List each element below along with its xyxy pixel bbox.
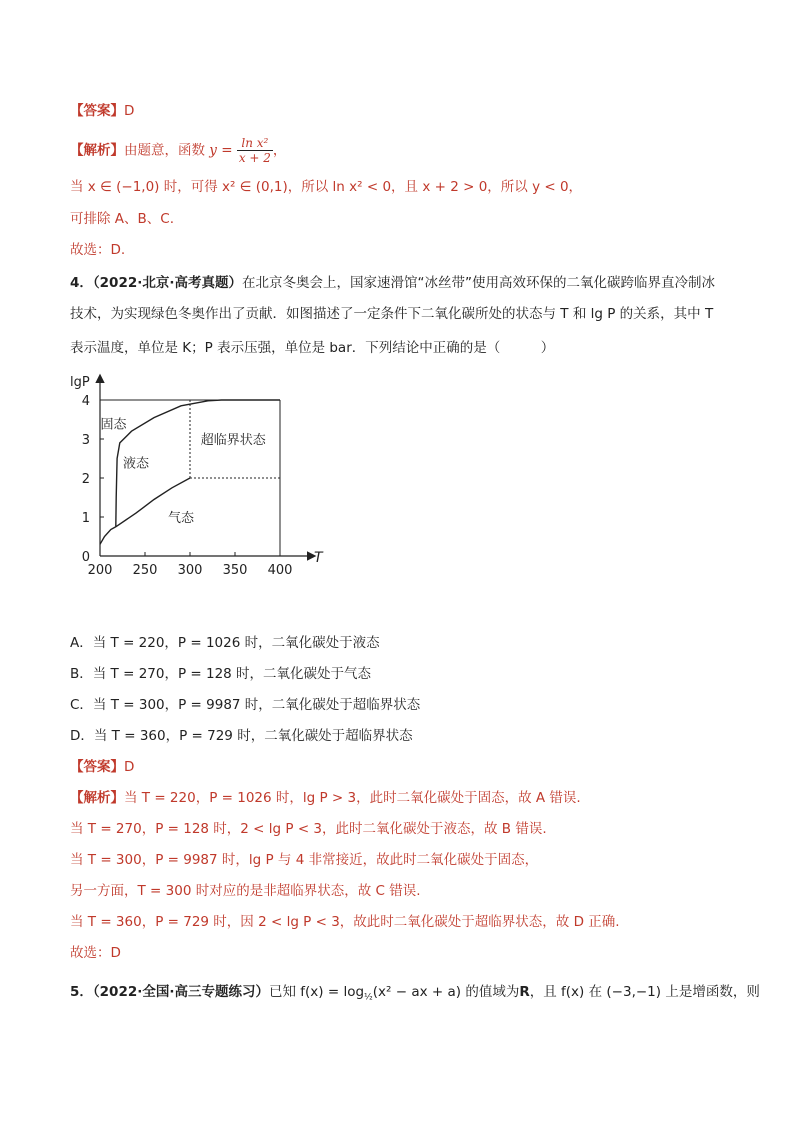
y-tick-label: 2	[81, 472, 90, 487]
stem-text: 在北京冬奥会上，国家速滑馆“冰丝带”使用高效环保的二氧化碳跨临界直冷制冰	[242, 275, 715, 291]
q4-answer-line	[70, 758, 134, 776]
func-denominator: x + 2	[238, 151, 271, 165]
q3-analysis-line-3: 可排除 A、B、C.	[70, 211, 175, 227]
q4-stem-line-1	[70, 274, 715, 292]
q4-analysis-line-4: 另一方面，T = 300 时对应的是非超临界状态，故 C 错误.	[70, 883, 421, 899]
q4-stem-line-2: 技术，为实现绿色冬奥作出了贡献．如图描述了一定条件下二氧化碳所处的状态与 T 和 lg P 的关系，其中 T	[70, 306, 714, 322]
stem-text-b: (x² − ax + a) 的值域为	[372, 984, 520, 1000]
q4-analysis-line-1	[70, 789, 581, 807]
x-tick-label: 350	[222, 563, 248, 578]
func-numerator: ln x²	[237, 136, 273, 151]
question-source: （2022·全国·高三专题练习）	[92, 984, 269, 1000]
q5-stem-line-1	[70, 983, 760, 1007]
x-tick-label: 400	[267, 563, 293, 578]
question-number: 5．	[70, 984, 93, 1000]
region-label: 气态	[167, 511, 195, 526]
analysis-tag: 【解析】	[70, 790, 124, 806]
stem-text-a: 已知 f(x) = log	[269, 984, 365, 1000]
analysis-text-end: ，	[272, 142, 287, 159]
func-y: y =	[209, 142, 233, 159]
q4-stem-line-3: 表示温度，单位是 K；P 表示压强，单位是 bar．下列结论中正确的是（ ）	[70, 340, 555, 356]
x-tick-label: 250	[132, 563, 158, 578]
log-base: ½	[364, 992, 373, 1003]
answer-tag: 【答案】	[70, 759, 124, 775]
q4-analysis-line-2: 当 T = 270，P = 128 时，2 < lg P < 3，此时二氧化碳处于液态，故 B 错误.	[70, 821, 547, 837]
answer-value: D	[124, 759, 135, 775]
q3-answer-line	[70, 102, 134, 120]
y-tick-label: 4	[81, 394, 90, 409]
curve-solid-gas	[100, 527, 116, 545]
q3-analysis-line-1	[70, 136, 286, 165]
y-axis-label: lgP	[70, 375, 90, 390]
func-fraction	[237, 136, 273, 165]
q3-analysis-line-2: 当 x ∈ (−1,0) 时，可得 x² ∈ (0,1)，所以 ln x² < 0，且 x + 2 > 0，所以 y < 0，	[70, 179, 583, 195]
question-source: （2022·北京·高考真题）	[92, 275, 242, 291]
option-c[interactable]: C．当 T = 300，P = 9987 时，二氧化碳处于超临界状态	[70, 697, 421, 713]
q4-analysis-line-5: 当 T = 360，P = 729 时，因 2 < lg P < 3，故此时二氧化碳处于超临界状态，故 D 正确.	[70, 914, 620, 930]
option-b[interactable]: B．当 T = 270，P = 128 时，二氧化碳处于气态	[70, 666, 372, 682]
x-axis-label: T	[314, 550, 323, 566]
option-d[interactable]: D．当 T = 360，P = 729 时，二氧化碳处于超临界状态	[70, 728, 413, 744]
region-label: 超临界状态	[200, 433, 266, 448]
chart-labels	[70, 375, 324, 578]
y-tick-label: 1	[81, 511, 90, 526]
region-label: 液态	[122, 456, 150, 472]
q3-final-answer: 故选：D.	[70, 242, 126, 258]
question-number: 4．	[70, 275, 93, 291]
y-tick-label: 3	[81, 433, 90, 448]
analysis-text: 当 T = 220，P = 1026 时，lg P > 3，此时二氧化碳处于固态，故 A 错误.	[124, 790, 581, 806]
option-a[interactable]: A．当 T = 220，P = 1026 时，二氧化碳处于液态	[70, 635, 380, 651]
stem-text-c: ，且 f(x) 在 (−3,−1) 上是增函数，则	[529, 984, 760, 1000]
analysis-text: 由题意，函数	[124, 142, 205, 159]
analysis-tag: 【解析】	[70, 142, 124, 159]
answer-value: D	[124, 103, 135, 119]
y-tick-label: 0	[81, 550, 90, 565]
region-label: 固态	[100, 417, 127, 433]
answer-tag: 【答案】	[70, 103, 124, 119]
real-set-symbol: R	[519, 984, 530, 1000]
q4-analysis-line-3: 当 T = 300，P = 9987 时，lg P 与 4 非常接近，故此时二氧化碳处于固态，	[70, 852, 539, 868]
q4-final-answer: 故选：D	[70, 945, 121, 961]
phase-diagram	[68, 372, 338, 584]
x-tick-label: 200	[87, 563, 113, 578]
x-tick-label: 300	[177, 563, 203, 578]
